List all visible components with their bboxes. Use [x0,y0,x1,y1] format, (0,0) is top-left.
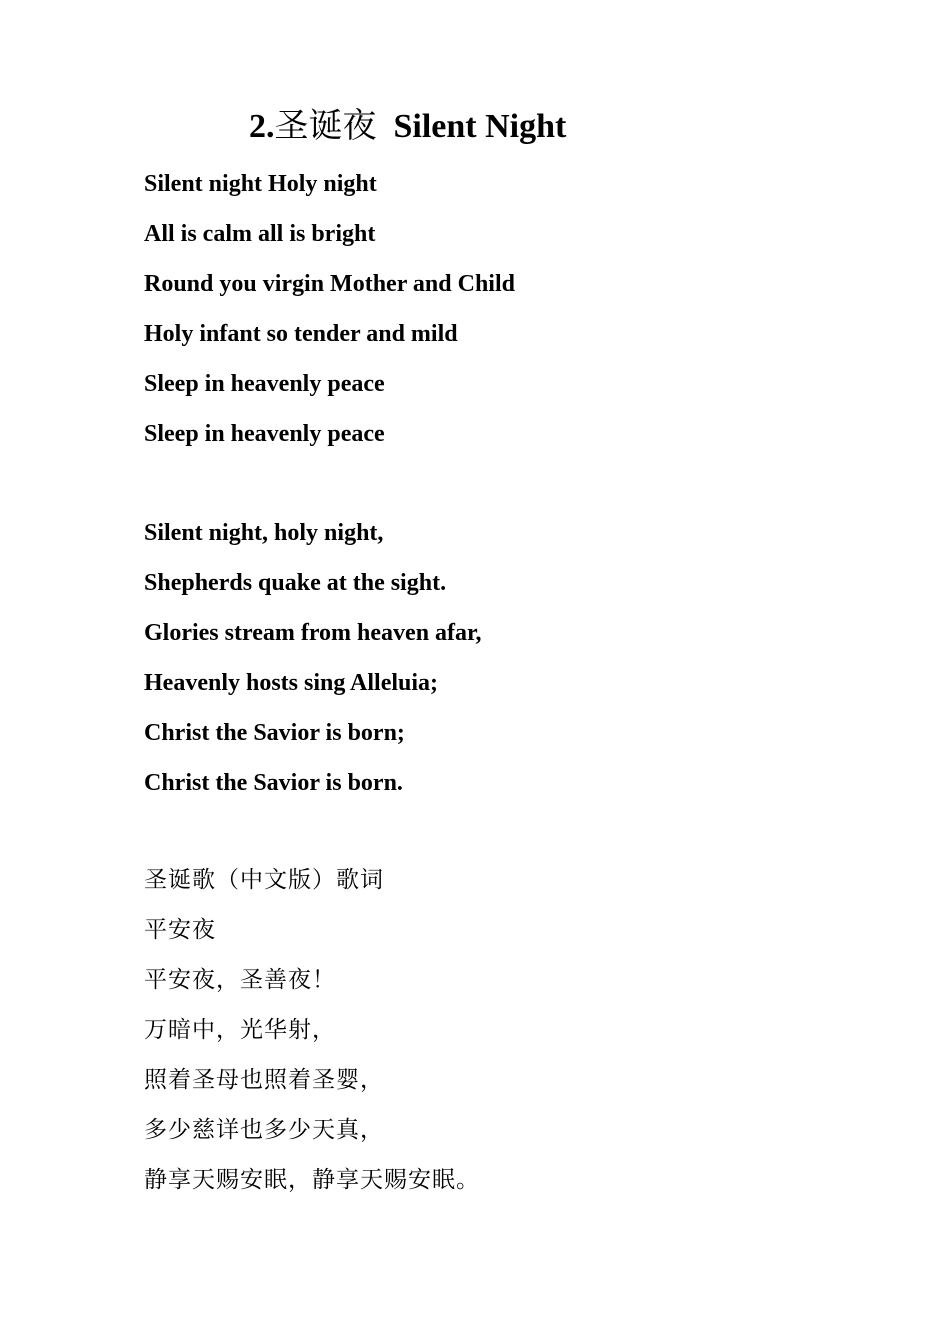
lyric-line: Christ the Savior is born. [144,770,403,796]
verse-1 [144,166,515,466]
chinese-lyrics [144,862,480,1212]
lyric-line: Silent night, holy night, [144,520,384,546]
title-number: 2. [249,108,275,145]
lyric-line: Holy infant so tender and mild [144,321,458,347]
lyric-line: Silent night Holy night [144,171,377,197]
lyric-line: All is calm all is bright [144,221,376,247]
lyric-line: 照着圣母也照着圣婴， [144,1067,384,1093]
lyric-line: 多少慈详也多少天真， [144,1117,384,1143]
page-title [249,104,566,149]
verse-2 [144,515,482,815]
lyric-line: Round you virgin Mother and Child [144,271,515,297]
lyric-line: 万暗中，光华射， [144,1017,336,1043]
lyric-line: Sleep in heavenly peace [144,421,385,447]
lyric-line: Christ the Savior is born; [144,720,405,746]
lyric-line: Shepherds quake at the sight. [144,570,447,596]
lyric-line: Sleep in heavenly peace [144,371,385,397]
lyric-line: Glories stream from heaven afar, [144,620,482,646]
chinese-song-title: 平安夜 [144,917,216,943]
lyric-line: Heavenly hosts sing Alleluia; [144,670,439,696]
lyric-line: 平安夜，圣善夜！ [144,967,336,993]
lyric-line: 静享天赐安眠，静享天赐安眠。 [144,1167,480,1193]
title-chinese: 圣诞夜 [274,106,377,146]
title-english: Silent Night [393,108,567,145]
chinese-section-heading: 圣诞歌（中文版）歌词 [144,867,384,893]
